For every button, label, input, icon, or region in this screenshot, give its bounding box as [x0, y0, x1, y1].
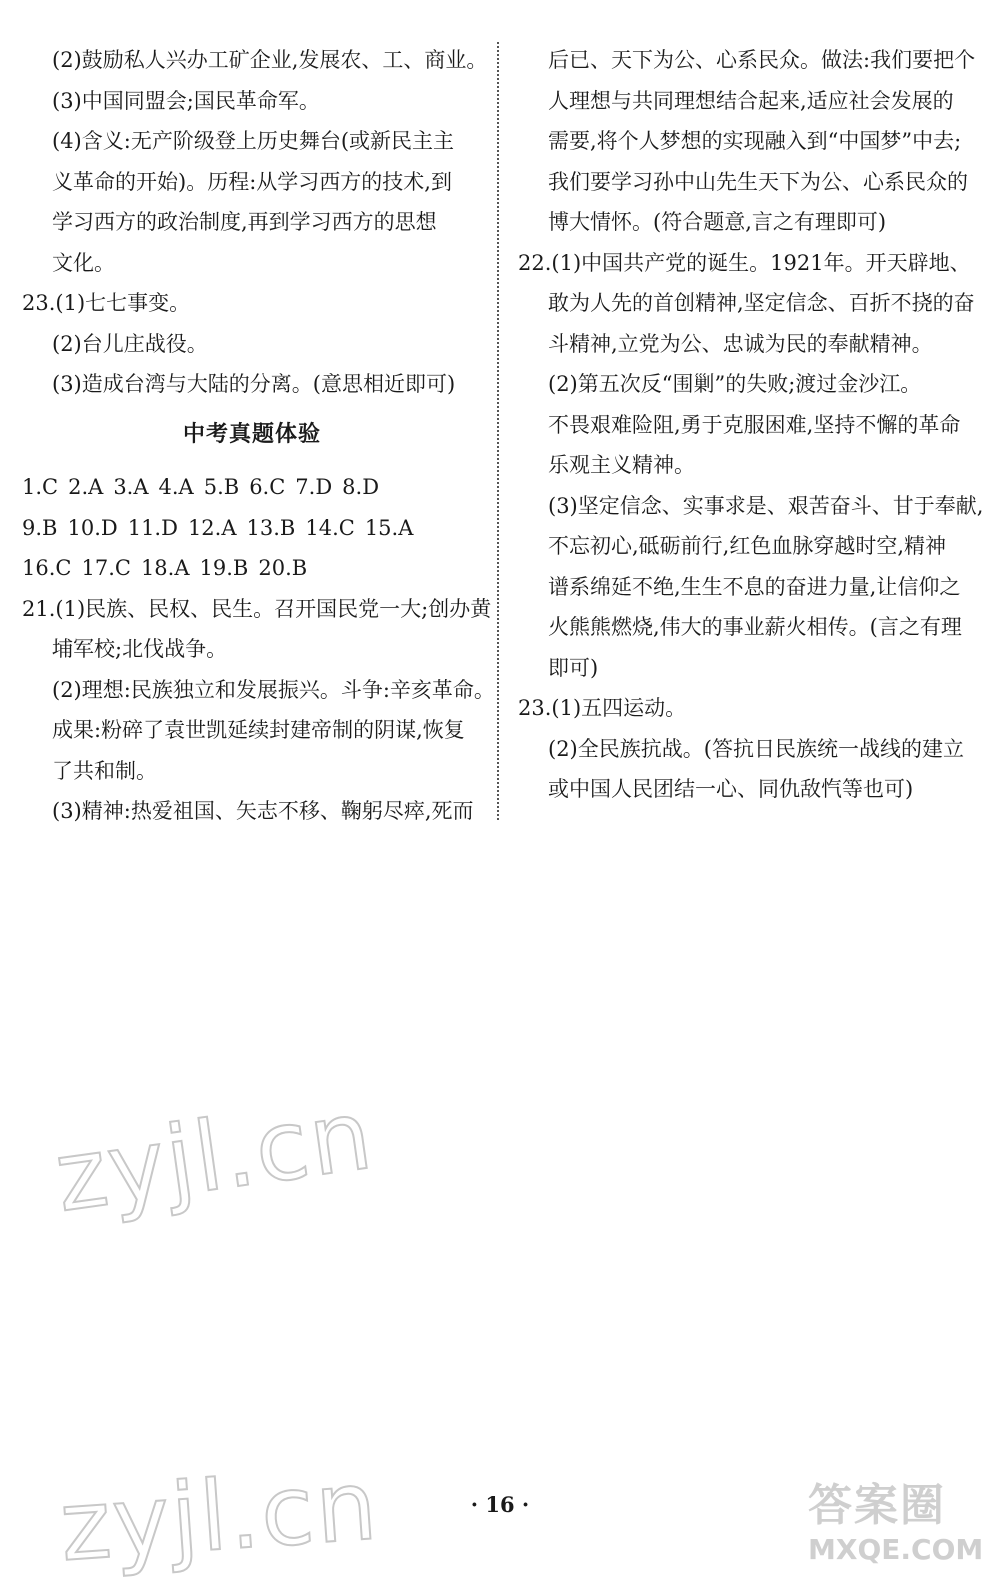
- mc-row: [22, 467, 482, 508]
- mc-answer: 18.A: [140, 556, 190, 580]
- mc-answer: 11.D: [127, 515, 178, 540]
- text-line: (4)含义:无产阶级登上历史舞台(或新民主主: [52, 129, 455, 153]
- q21-block: [22, 589, 495, 832]
- text-line: 23.(1)五四运动。: [518, 696, 687, 720]
- text-line: 不忘初心,砥砺前行,红色血脉穿越时空,精神: [548, 534, 947, 558]
- mc-answer: 17.C: [81, 556, 131, 580]
- text-line: (2)理想:民族独立和发展振兴。斗争:辛亥革命。: [52, 677, 495, 702]
- section-title: 中考真题体验: [182, 421, 321, 447]
- text-line: 义革命的开始)。历程:从学习西方的技术,到: [52, 169, 452, 194]
- mc-answer: 12.A: [187, 515, 237, 540]
- text-line: 成果:粉碎了袁世凯延续封建帝制的阴谋,恢复: [52, 718, 465, 742]
- mc-row: [22, 548, 482, 589]
- text-line: 或中国人民团结一心、同仇敌忾等也可): [548, 777, 914, 801]
- text-line: 不畏艰难险阻,勇于克服困难,坚持不懈的革命: [548, 412, 961, 437]
- mc-answer: 6.C: [249, 475, 286, 499]
- text-line: 学习西方的政治制度,再到学习西方的思想: [52, 210, 437, 234]
- text-line: 敢为人先的首创精神,坚定信念、百折不挠的奋: [548, 291, 975, 315]
- mc-answer: 8.D: [342, 475, 380, 499]
- text-line: 即可): [548, 655, 599, 680]
- text-line: 了共和制。: [52, 758, 157, 783]
- text-line: (2)全民族抗战。(答抗日民族统一战线的建立: [548, 736, 964, 761]
- mc-answer: 2.A: [68, 475, 104, 499]
- text-line: 博大情怀。(符合题意,言之有理即可): [548, 210, 887, 234]
- mc-answer: 7.D: [295, 475, 333, 499]
- mc-answer: 20.B: [258, 556, 308, 580]
- text-line: 22.(1)中国共产党的诞生。1921年。开天辟地、: [518, 250, 971, 275]
- logo-bottom-text: MXQE.COM: [808, 1533, 984, 1566]
- watermark-text: zyjl.cn: [48, 1078, 380, 1234]
- mc-answer: 4.A: [158, 475, 194, 499]
- text-line: 乐观主义精神。: [548, 453, 695, 477]
- logo-top-text: 答案圈: [808, 1480, 946, 1531]
- mc-answer: 16.C: [22, 556, 72, 580]
- left-column: [22, 40, 495, 832]
- text-line: 后已、天下为公、心系民众。做法:我们要把个: [548, 48, 976, 72]
- q23-block: [22, 283, 482, 405]
- corner-logo: [808, 1478, 984, 1578]
- text-line: (3)中国同盟会;国民革命军。: [52, 88, 320, 113]
- text-line: (2)第五次反“围剿”的失败;渡过金沙江。: [548, 372, 922, 396]
- text-line: 需要,将个人梦想的实现融入到“中国梦”中去;: [548, 129, 962, 153]
- text-line: 21.(1)民族、民权、民生。召开国民党一大;创办黄: [22, 596, 492, 621]
- text-line: 斗精神,立党为公、忠诚为民的奉献精神。: [548, 331, 933, 356]
- text-line: 火熊熊燃烧,伟大的事业薪火相传。(言之有理: [548, 615, 962, 639]
- mc-answer: 15.A: [364, 515, 414, 540]
- mc-answer: 1.C: [22, 475, 59, 499]
- mc-answer: 3.A: [113, 475, 149, 499]
- q22-block: [518, 243, 984, 689]
- q23-block: [518, 688, 970, 810]
- text-line: 文化。: [52, 250, 115, 275]
- watermark: [49, 1078, 380, 1233]
- mc-row: [22, 508, 482, 549]
- mc-answer: 19.B: [199, 556, 249, 580]
- text-line: (3)坚定信念、实事求是、艰苦奋斗、甘于奉献,: [548, 493, 984, 518]
- right-column: [518, 40, 984, 810]
- text-line: 埔军校;北伐战争。: [52, 637, 228, 661]
- text-line: (2)鼓励私人兴办工矿企业,发展农、工、商业。: [52, 48, 488, 72]
- mc-answer: 14.C: [305, 515, 355, 540]
- text-line: 谱系绵延不绝,生生不息的奋进力量,让信仰之: [548, 574, 961, 599]
- multiple-choice-answers: [22, 467, 482, 589]
- column-divider: [497, 42, 499, 820]
- q21-continued-block: [518, 40, 976, 243]
- q22-continued-block: [22, 40, 488, 283]
- text-line: (3)精神:热爱祖国、矢志不移、鞠躬尽瘁,死而: [52, 799, 474, 823]
- mc-answer: 9.B: [22, 515, 58, 540]
- page-number: · 16 ·: [470, 1492, 530, 1517]
- text-line: 人理想与共同理想结合起来,适应社会发展的: [548, 88, 954, 113]
- mc-answer: 10.D: [67, 515, 118, 540]
- text-line: 我们要学习孙中山先生天下为公、心系民众的: [548, 169, 968, 194]
- watermark-text: zyjl.cn: [56, 1449, 383, 1583]
- mc-answer: 5.B: [203, 475, 240, 499]
- text-line: (3)造成台湾与大陆的分离。(意思相近即可): [52, 372, 456, 396]
- text-line: (2)台儿庄战役。: [52, 331, 208, 356]
- text-line: 23.(1)七七事变。: [22, 291, 191, 315]
- mc-answer: 13.B: [246, 515, 296, 540]
